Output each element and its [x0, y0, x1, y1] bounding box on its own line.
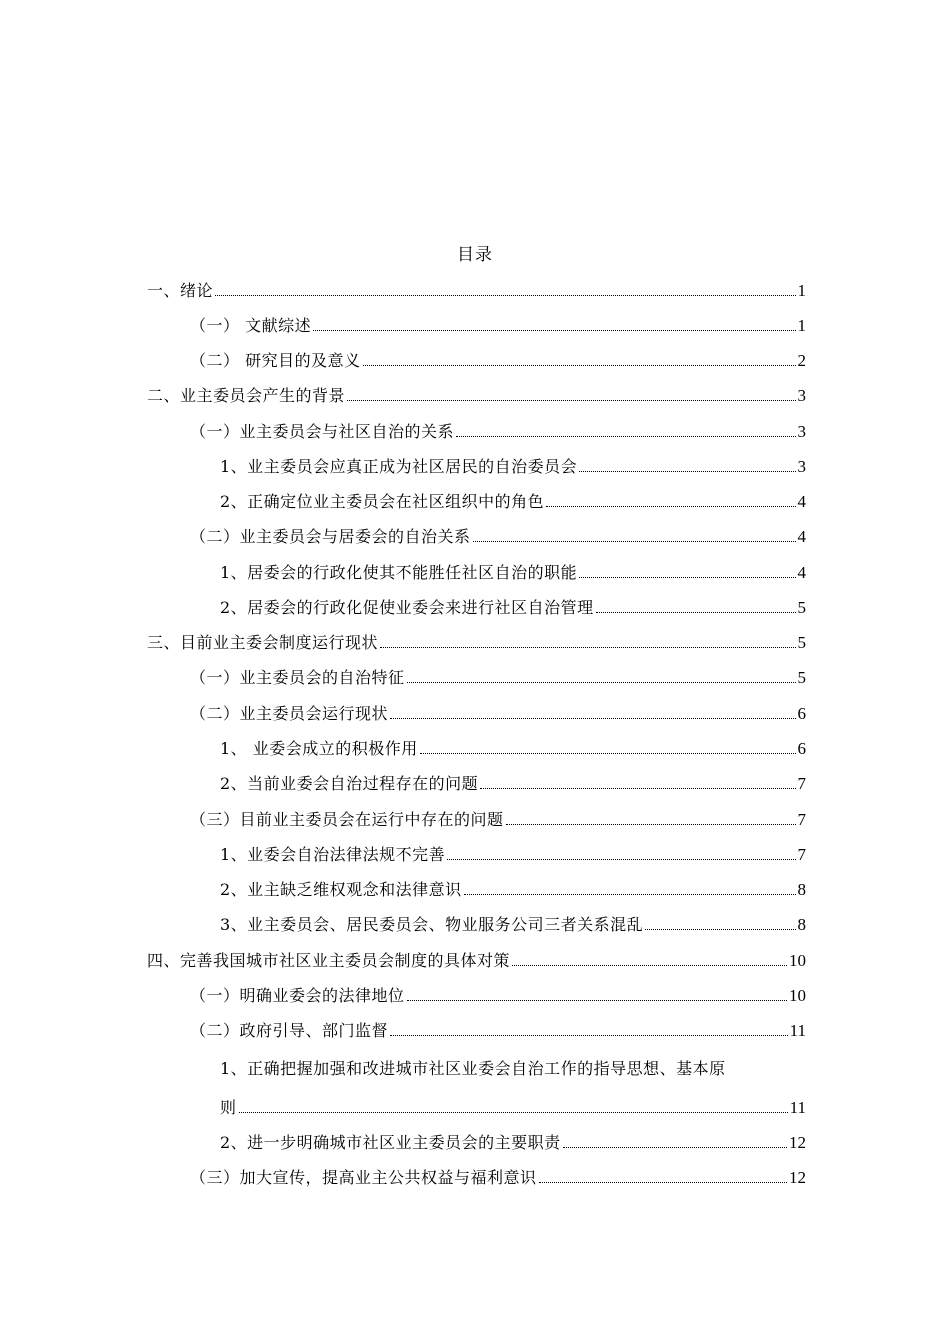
toc-entry-text: 2、进一步明确城市社区业主委员会的主要职责 — [220, 1133, 561, 1152]
toc-entry-text: 三、目前业主委会制度运行现状 — [147, 633, 379, 652]
toc-page-number: 11 — [789, 1021, 806, 1040]
toc-entry-text: （二） 研究目的及意义 — [190, 351, 361, 370]
toc-entry-text: （二）政府引导、部门监督 — [190, 1021, 389, 1040]
toc-page-number: 4 — [797, 563, 806, 582]
toc-page-number: 6 — [797, 704, 806, 723]
toc-entry[interactable] — [220, 553, 806, 583]
toc-entry[interactable] — [147, 271, 806, 301]
toc-entry-text: 2、业主缺乏维权观念和法律意识 — [220, 880, 462, 899]
toc-entry[interactable] — [147, 376, 806, 406]
toc-entry-text: 1、正确把握加强和改进城市社区业委会自治工作的指导思想、基本原 — [220, 1059, 726, 1078]
dot-leader — [579, 577, 795, 578]
toc-entry[interactable] — [190, 341, 806, 371]
toc-page-number: 1 — [797, 281, 806, 300]
toc-page-number: 7 — [797, 845, 806, 864]
toc-entry[interactable] — [220, 1088, 806, 1118]
toc-page-number: 10 — [789, 951, 806, 970]
toc-page-number: 12 — [789, 1133, 806, 1152]
toc-page-number: 3 — [797, 386, 806, 405]
toc-entry[interactable] — [190, 517, 806, 547]
toc-page-number: 2 — [797, 351, 806, 370]
dot-leader — [539, 1182, 787, 1183]
dot-leader — [512, 965, 787, 966]
toc-entry[interactable] — [190, 1011, 806, 1041]
toc-entry[interactable] — [190, 306, 806, 336]
toc-entry-text: （三）目前业主委员会在运行中存在的问题 — [190, 810, 504, 829]
dot-leader — [563, 1147, 787, 1148]
toc-entry[interactable] — [190, 1158, 806, 1188]
toc-entry[interactable] — [220, 588, 806, 618]
toc-page-number: 4 — [797, 527, 806, 546]
toc-entry[interactable] — [220, 482, 806, 512]
toc-entry[interactable] — [190, 658, 806, 688]
dot-leader — [420, 753, 796, 754]
toc-page-number: 10 — [789, 986, 806, 1005]
toc-entry[interactable] — [147, 623, 806, 653]
dot-leader — [506, 824, 796, 825]
toc-page-number: 5 — [797, 598, 806, 617]
toc-entry-text: 3、业主委员会、居民委员会、物业服务公司三者关系混乱 — [220, 915, 644, 934]
toc-entry[interactable] — [190, 976, 806, 1006]
toc-entry-text: 1、业主委员会应真正成为社区居民的自治委员会 — [220, 457, 578, 476]
toc-page-number: 4 — [797, 492, 806, 511]
toc-entry-text: （一）明确业委会的法律地位 — [190, 986, 405, 1005]
dot-leader — [596, 612, 796, 613]
dot-leader — [546, 506, 795, 507]
toc-entry-text: 一、绪论 — [147, 281, 214, 300]
dot-leader — [464, 894, 796, 895]
dot-leader — [456, 436, 795, 437]
toc-entry-text: 四、完善我国城市社区业主委员会制度的具体对策 — [147, 951, 511, 970]
dot-leader — [380, 647, 795, 648]
dot-leader — [390, 1035, 788, 1036]
toc-page-number: 7 — [797, 810, 806, 829]
dot-leader — [347, 400, 795, 401]
toc-entry[interactable] — [220, 835, 806, 865]
dot-leader — [215, 295, 795, 296]
dot-leader — [313, 330, 795, 331]
toc-entry-first-line[interactable] — [220, 1049, 806, 1079]
toc-entry[interactable] — [220, 1123, 806, 1153]
toc-entry[interactable] — [190, 412, 806, 442]
toc-entry-text: 1、业委会自治法律法规不完善 — [220, 845, 446, 864]
toc-title: 目录 — [457, 245, 493, 265]
toc-entry-text: （一）业主委员会的自治特征 — [190, 668, 405, 687]
dot-leader — [407, 1000, 787, 1001]
toc-entry[interactable] — [220, 447, 806, 477]
toc-page-number: 8 — [797, 915, 806, 934]
toc-page-number: 1 — [797, 316, 806, 335]
dot-leader — [407, 682, 796, 683]
toc-page-number: 3 — [797, 422, 806, 441]
toc-entry[interactable] — [190, 694, 806, 724]
toc-entry[interactable] — [147, 941, 806, 971]
toc-entry-text: （一） 文献综述 — [190, 316, 312, 335]
dot-leader — [579, 471, 795, 472]
toc-page-number: 5 — [797, 633, 806, 652]
dot-leader — [239, 1112, 788, 1113]
dot-leader — [390, 718, 795, 719]
toc-page-number: 3 — [797, 457, 806, 476]
toc-entry[interactable] — [220, 870, 806, 900]
toc-entry[interactable] — [220, 729, 806, 759]
toc-page-number: 6 — [797, 739, 806, 758]
toc-entry-text: （二）业主委员会与居委会的自治关系 — [190, 527, 471, 546]
toc-page-number: 11 — [789, 1098, 806, 1117]
toc-page-number: 7 — [797, 774, 806, 793]
toc-entry-text: （一）业主委员会与社区自治的关系 — [190, 422, 455, 441]
dot-leader — [645, 929, 795, 930]
toc-page-number: 12 — [789, 1168, 806, 1187]
toc-entry-text: 2、居委会的行政化促使业委会来进行社区自治管理 — [220, 598, 594, 617]
dot-leader — [447, 859, 795, 860]
toc-entry-text: （二）业主委员会运行现状 — [190, 704, 389, 723]
toc-entry-text: 2、正确定位业主委员会在社区组织中的角色 — [220, 492, 545, 511]
toc-entry[interactable] — [220, 905, 806, 935]
toc-entry-text: 二、业主委员会产生的背景 — [147, 386, 346, 405]
toc-entry[interactable] — [220, 764, 806, 794]
toc-entry-text: 1、 业委会成立的积极作用 — [220, 739, 418, 758]
toc-entry-continuation: 则 — [220, 1098, 237, 1117]
toc-entry-text: 2、当前业委会自治过程存在的问题 — [220, 774, 479, 793]
toc-entry[interactable] — [190, 800, 806, 830]
toc-entry-text: （三）加大宣传，提高业主公共权益与福利意识 — [190, 1168, 537, 1187]
dot-leader — [480, 788, 795, 789]
dot-leader — [473, 541, 796, 542]
toc-page-number: 5 — [797, 668, 806, 687]
toc-page-number: 8 — [797, 880, 806, 899]
toc-entry-text: 1、居委会的行政化使其不能胜任社区自治的职能 — [220, 563, 578, 582]
dot-leader — [363, 365, 796, 366]
